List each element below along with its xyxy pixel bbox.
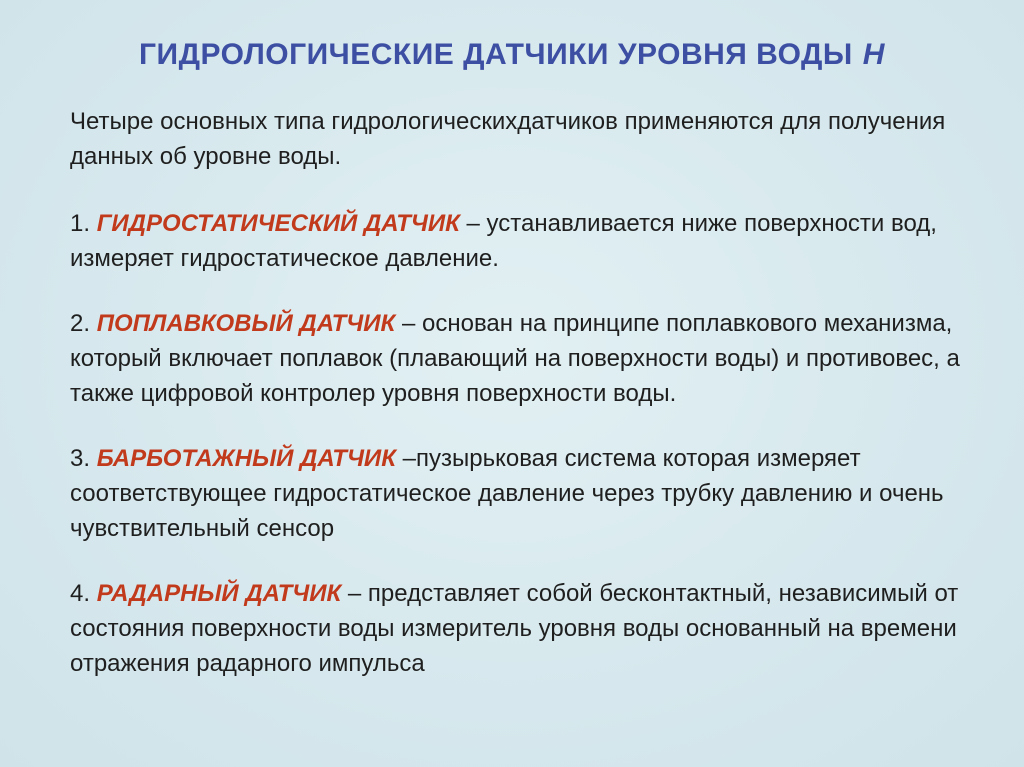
item-description: –пузырьковая система которая измеряет соответствующее гидростатическое давление через трубку давлению и очень чувствительный сенсор <box>70 445 944 542</box>
slide-title-symbol: Н <box>862 38 885 71</box>
list-item-float <box>70 306 970 411</box>
list-item-hydrostatic <box>70 206 970 276</box>
list-item-radar <box>70 576 970 681</box>
item-number: 4. <box>70 580 91 607</box>
slide-title-text: ГИДРОЛОГИЧЕСКИЕ ДАТЧИКИ УРОВНЯ ВОДЫ <box>139 38 853 71</box>
item-term: БАРБОТАЖНЫЙ ДАТЧИК <box>96 445 396 472</box>
item-term: ПОПЛАВКОВЫЙ ДАТЧИК <box>96 310 396 337</box>
intro-paragraph: Четыре основных типа гидрологическихдатчиков применяются для получения данных об уровне воды. <box>70 108 946 170</box>
item-term: ГИДРОСТАТИЧЕСКИЙ ДАТЧИК <box>96 210 460 237</box>
item-description: – основан на принципе поплавкового механизма, который включает поплавок (плавающий на поверхности воды) и противовес, а также цифровой контролер уровня поверхности воды. <box>70 310 960 407</box>
item-description: – устанавливается ниже поверхности вод, измеряет гидростатическое давление. <box>70 210 937 272</box>
slide-title <box>0 38 1024 72</box>
item-number: 1. <box>70 210 91 237</box>
item-term: РАДАРНЫЙ ДАТЧИК <box>96 580 342 607</box>
item-number: 3. <box>70 445 91 472</box>
list-item-bubbler <box>70 441 970 546</box>
slide-content <box>70 104 970 711</box>
item-number: 2. <box>70 310 91 337</box>
item-description: – представляет собой бесконтактный, независимый от состояния поверхности воды измеритель уровня воды основанный на времени отражения радарного импульса <box>70 580 959 677</box>
